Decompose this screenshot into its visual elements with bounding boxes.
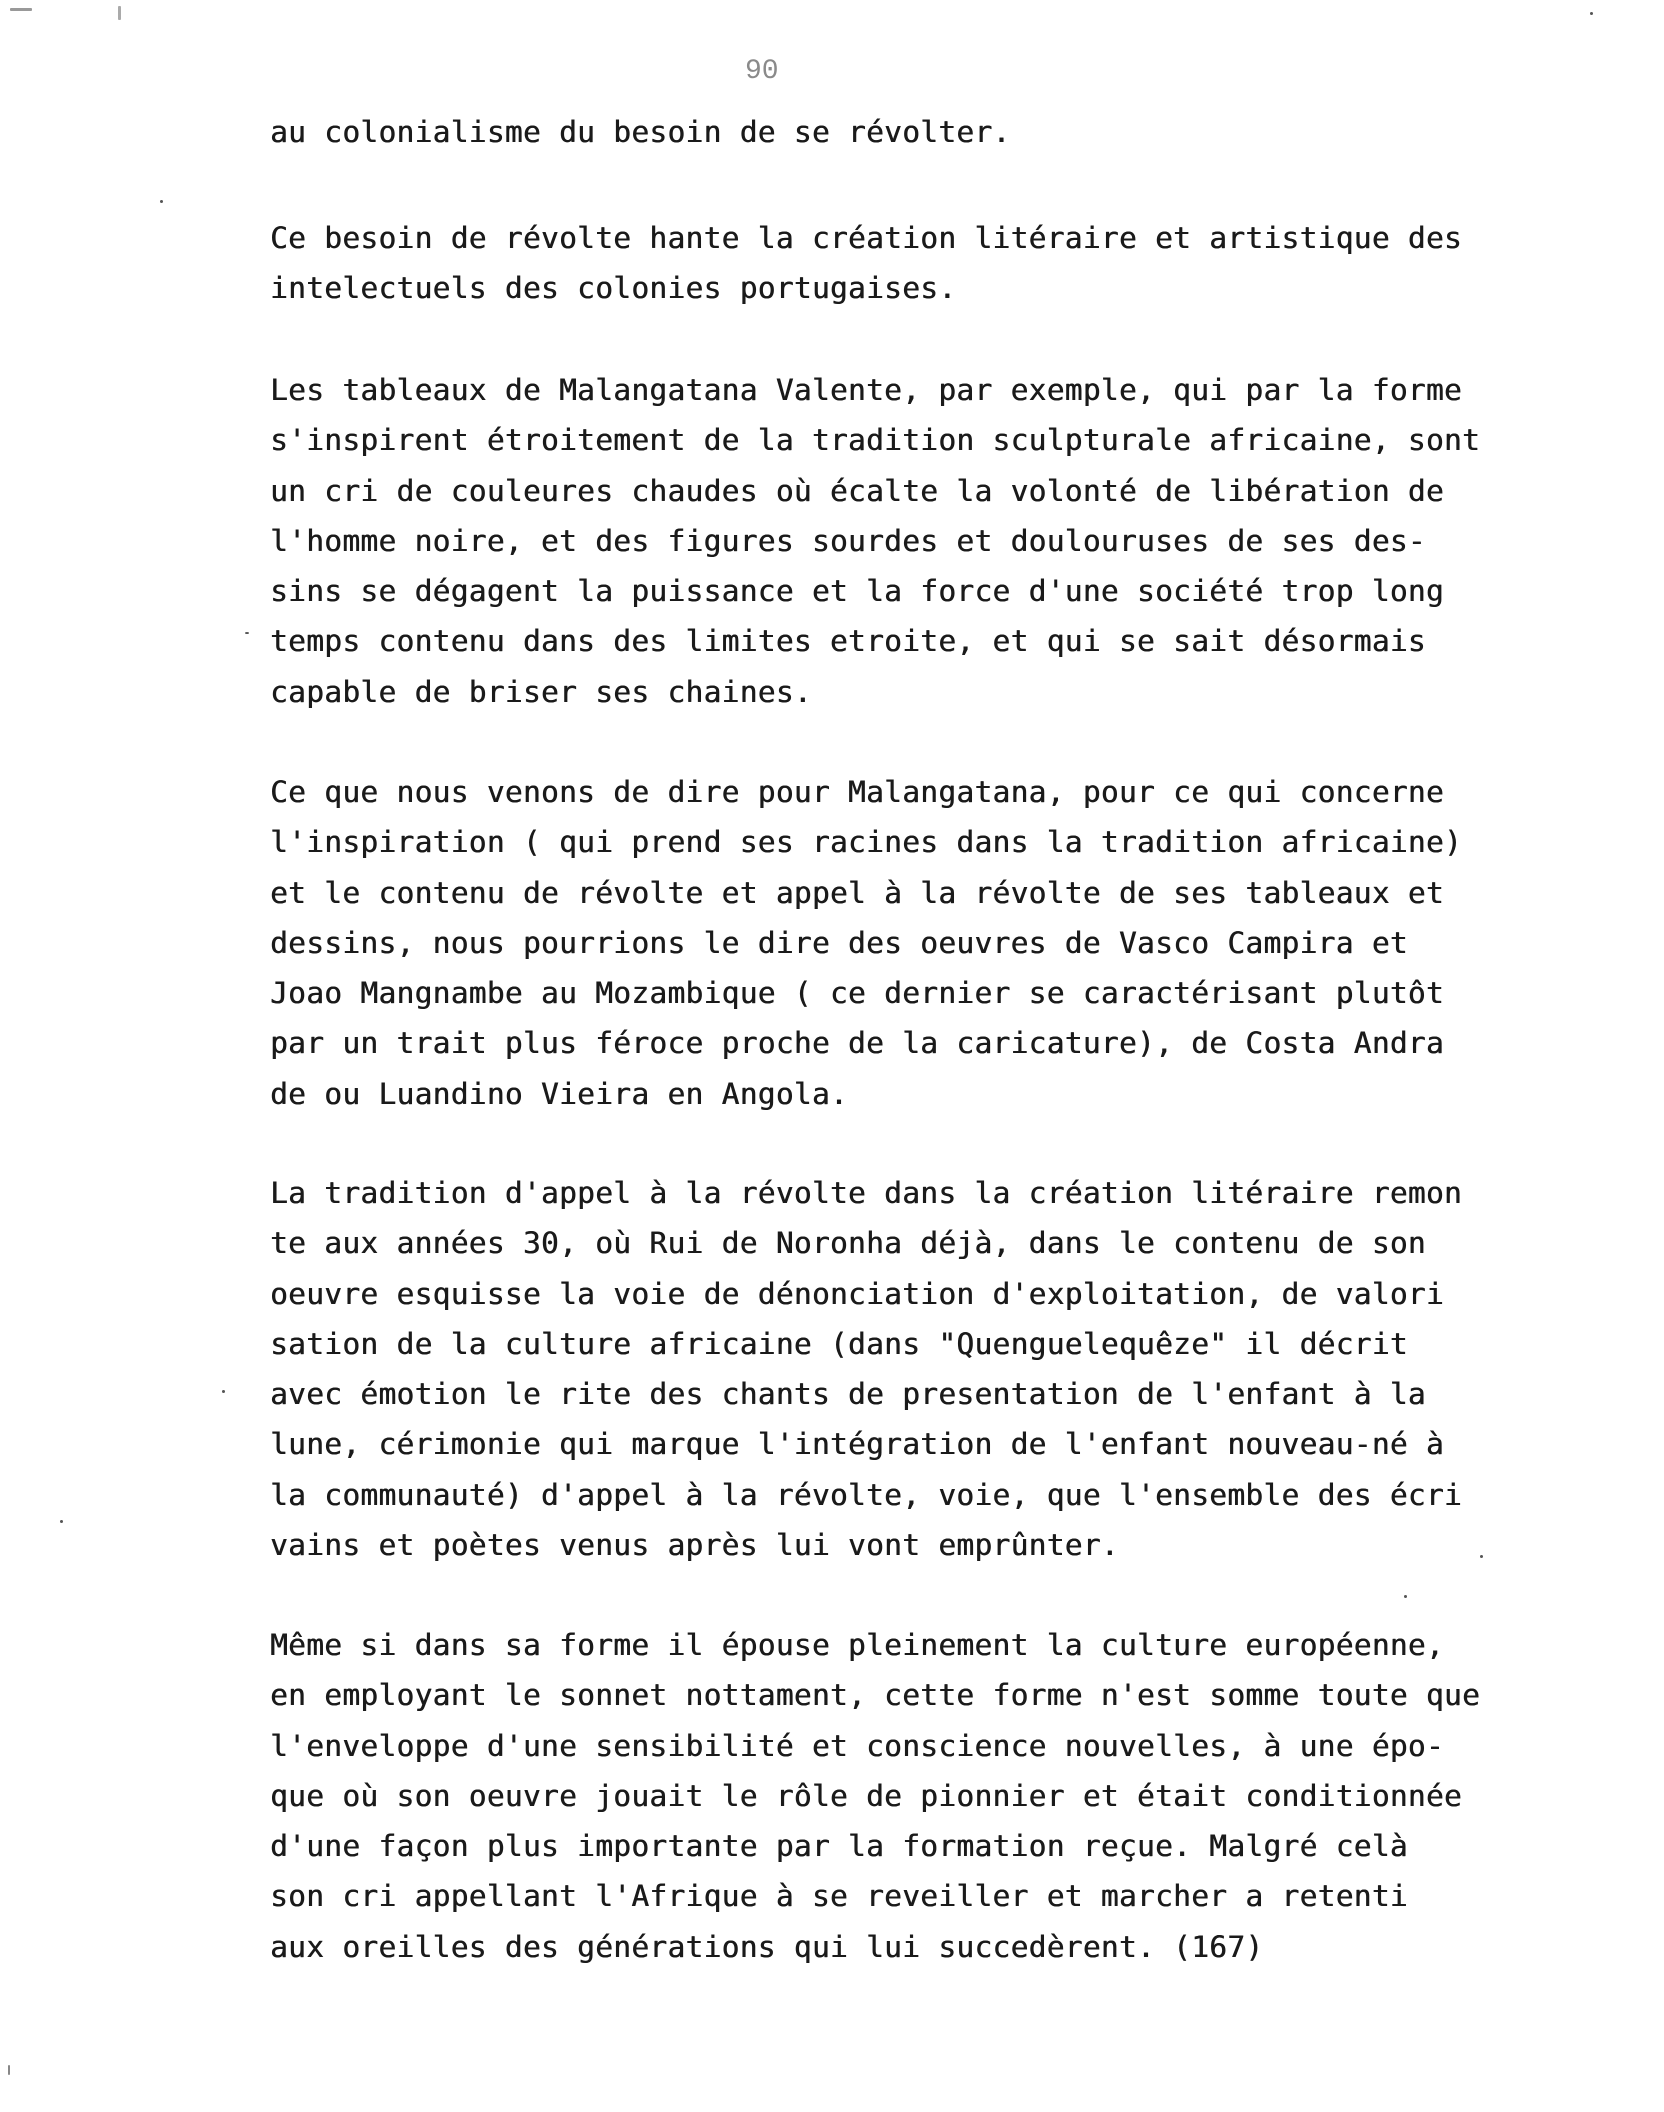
text-line: par un trait plus féroce proche de la caricature), de Costa Andra	[270, 1026, 1444, 1061]
text-line: te aux années 30, où Rui de Noronha déjà, dans le contenu de son	[270, 1226, 1426, 1261]
paragraph-1	[270, 107, 1630, 157]
text-line: d'une façon plus importante par la formation reçue. Malgré celà	[270, 1829, 1408, 1864]
text-line: capable de briser ses chaines.	[270, 674, 812, 709]
scan-speck	[245, 632, 249, 634]
text-line: avec émotion le rite des chants de presentation de l'enfant à la	[270, 1377, 1426, 1412]
text-line: son cri appellant l'Afrique à se reveiller et marcher a retenti	[270, 1879, 1408, 1914]
scan-speck	[60, 1520, 63, 1523]
text-line: vains et poètes venus après lui vont emprûnter.	[270, 1528, 1119, 1563]
text-line: et le contenu de révolte et appel à la révolte de ses tableaux et	[270, 875, 1444, 910]
text-line: l'enveloppe d'une sensibilité et conscience nouvelles, à une épo-	[270, 1728, 1444, 1763]
text-line: de ou Luandino Vieira en Angola.	[270, 1076, 848, 1111]
paragraph-2	[270, 213, 1630, 314]
scan-speck	[10, 8, 32, 11]
text-line: sation de la culture africaine (dans "Quenguelequêze" il décrit	[270, 1326, 1408, 1361]
text-line: s'inspirent étroitement de la tradition sculpturale africaine, sont	[270, 423, 1481, 458]
text-line: Les tableaux de Malangatana Valente, par exemple, qui par la forme	[270, 373, 1462, 407]
page-number: 90	[745, 56, 779, 87]
text-line: l'inspiration ( qui prend ses racines dans la tradition africaine)	[270, 825, 1462, 860]
scan-speck	[1480, 1555, 1483, 1558]
text-line: l'homme noire, et des figures sourdes et doulouruses de ses des-	[270, 523, 1426, 558]
text-line: sins se dégagent la puissance et la force d'une société trop long	[270, 574, 1444, 609]
text-line: Joao Mangnambe au Mozambique ( ce dernier se caractérisant plutôt	[270, 976, 1444, 1011]
scan-speck	[1404, 1595, 1407, 1598]
scan-speck	[118, 6, 121, 20]
paragraph-3	[270, 365, 1630, 717]
text-line: aux oreilles des générations qui lui succedèrent. (167)	[270, 1929, 1264, 1964]
scan-speck	[222, 1390, 225, 1393]
text-line: la communauté) d'appel à la révolte, voie, que l'ensemble des écri	[270, 1477, 1462, 1512]
text-line: en employant le sonnet nottament, cette forme n'est somme toute que	[270, 1678, 1481, 1713]
paragraph-4	[270, 767, 1630, 1119]
text-line: oeuvre esquisse la voie de dénonciation d'exploitation, de valori	[270, 1276, 1444, 1311]
text-line: un cri de couleures chaudes où écalte la volonté de libération de	[270, 473, 1444, 508]
text-line: Ce que nous venons de dire pour Malangatana, pour ce qui concerne	[270, 775, 1444, 809]
text-line: Même si dans sa forme il épouse pleinement la culture européenne,	[270, 1628, 1444, 1662]
paragraph-6	[270, 1620, 1630, 1972]
scan-speck	[8, 2065, 10, 2075]
text-line: lune, cérimonie qui marque l'intégration de l'enfant nouveau-né à	[270, 1427, 1444, 1462]
paragraph-5	[270, 1168, 1630, 1570]
text-line: La tradition d'appel à la révolte dans la création litéraire remon	[270, 1176, 1462, 1210]
scan-speck	[160, 200, 163, 203]
text-line: que où son oeuvre jouait le rôle de pionnier et était conditionnée	[270, 1778, 1462, 1813]
text-line: Ce besoin de révolte hante la création litéraire et artistique des	[270, 221, 1462, 255]
text-line: au colonialisme du besoin de se révolter.	[270, 115, 1011, 149]
scan-speck	[1590, 12, 1593, 15]
text-line: temps contenu dans des limites etroite, et qui se sait désormais	[270, 624, 1426, 659]
text-line: dessins, nous pourrions le dire des oeuvres de Vasco Campira et	[270, 925, 1408, 960]
text-line: intelectuels des colonies portugaises.	[270, 271, 957, 306]
